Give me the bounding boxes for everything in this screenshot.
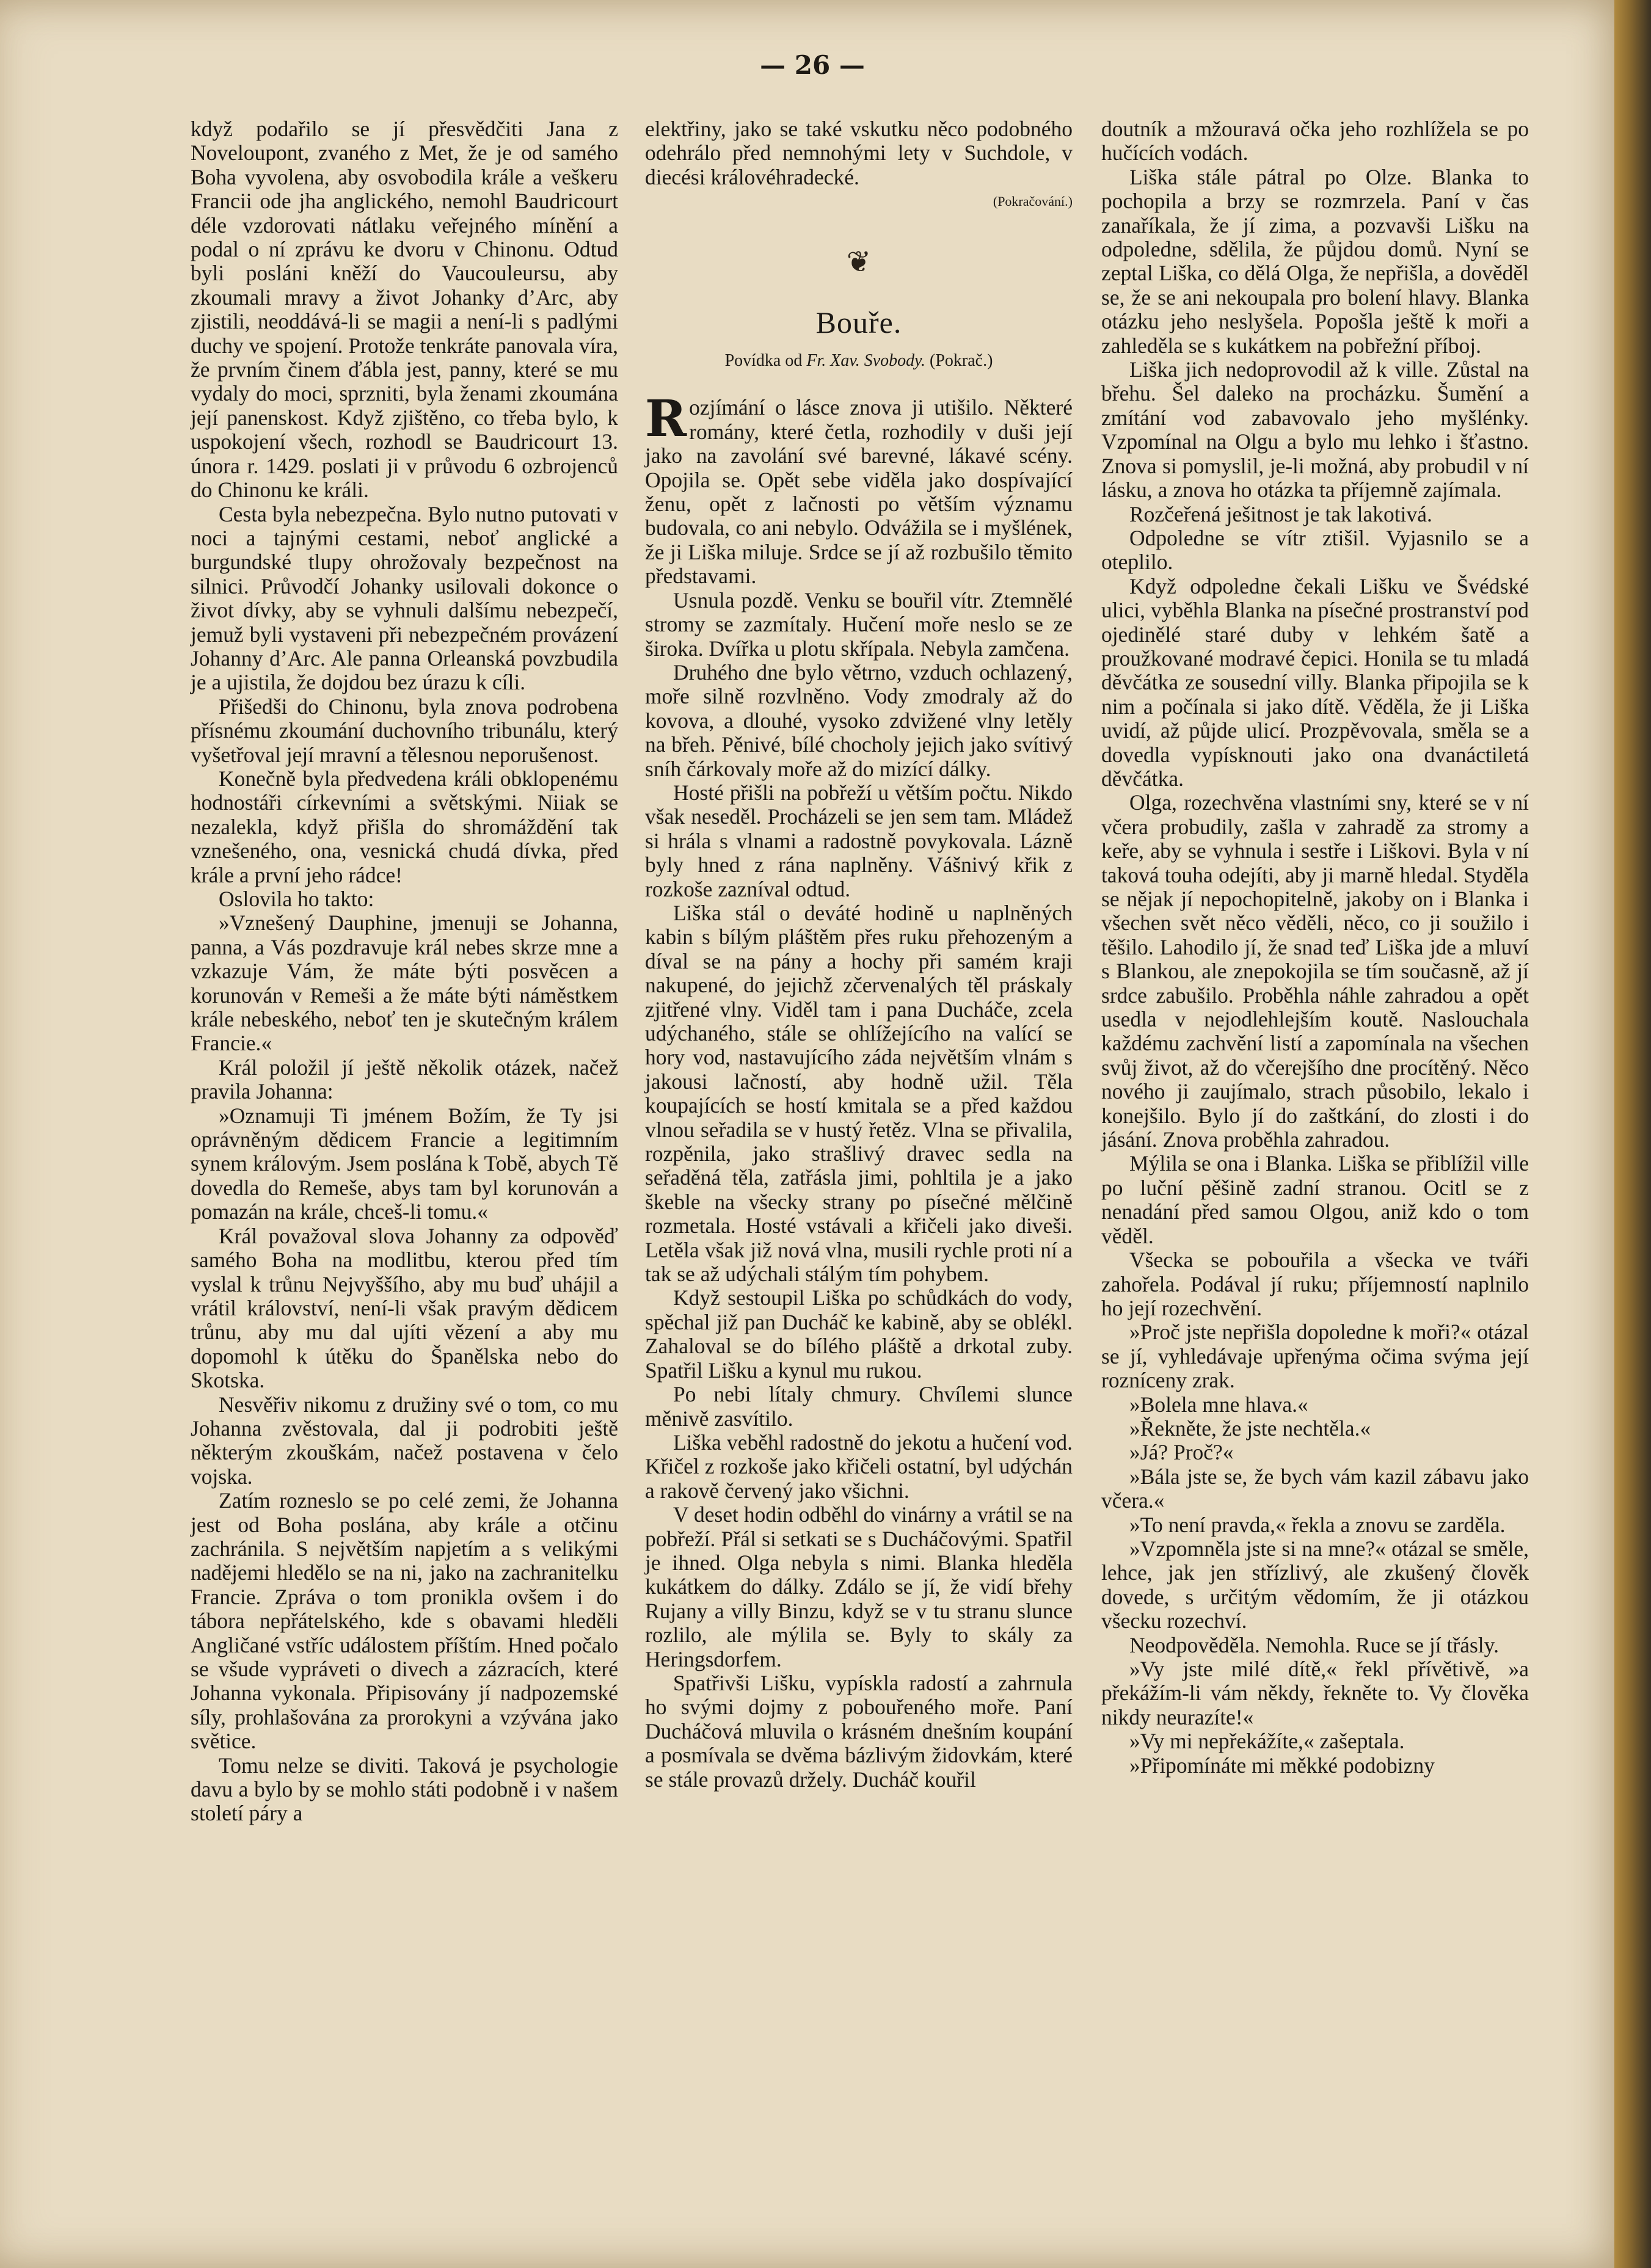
paragraph	[191, 503, 618, 695]
paragraph-text: »Vy jste milé dítě,« řekl přívětivě, »a překážím-li vám někdy, řekněte to. Vy člověka nikdy neurazíte!«	[1101, 1657, 1529, 1729]
paragraph-text: ozjímání o lásce znova ji utišilo. Některé romány, které četla, rozhodily v duši její jako na zavolání své barevné, lákavé scény. Opojila se. Opět sebe viděla jako dospívající ženu, opět z lačnosti po větším významu budovala, co ani nebylo. Odvážila se i myšlének, že ji Liška miluje. Srdce se jí až rozbušilo těmito představami.	[645, 395, 1073, 589]
paragraph-text: Když sestoupil Liška po schůdkách do vody, spěchal již pan Ducháč ke kabině, aby se oblékl. Zahaloval se do bílého pláště a drkotal zuby. Spatřil Lišku a kynul mu rukou.	[645, 1285, 1073, 1383]
paragraph	[1101, 1513, 1529, 1537]
paragraph	[1101, 791, 1529, 1152]
paragraph-text: Neodpověděla. Nemohla. Ruce se jí třásly.	[1129, 1632, 1499, 1657]
paragraph-text: Když odpoledne čekali Lišku ve Švédské ulici, vyběhla Blanka na písečné prostranství pod ojedinělé staré duby v lehkém šatě a proužkované modravé čepici. Honila se tu mladá děvčátka ze sousední villy. Blanka připojila se k nim a počínala si jako dítě. Věděla, že ji Liška uvidí, až půjde ulicí. Prozpěvovala, směla se a dovedla vypísknouti jako ona dvanáctiletá děvčátka.	[1101, 573, 1529, 791]
paragraph-text: »Vy mi nepřekážíte,« zašeptala.	[1129, 1729, 1405, 1754]
paragraph	[1101, 1441, 1529, 1464]
paragraph	[1101, 165, 1529, 358]
paragraph	[1101, 1465, 1529, 1513]
paragraph	[1101, 1248, 1529, 1320]
paragraph	[191, 695, 618, 767]
paragraph	[1101, 1657, 1529, 1729]
paragraph-text: »Vzpomněla jste si na mne?« otázal se směle, lehce, jak jen střízlivý, ale zkušený člověk dovede, s určitým vědomím, že ji otázkou všecku rozechví.	[1101, 1536, 1529, 1634]
paragraph	[191, 1489, 618, 1753]
story-byline	[645, 349, 1073, 373]
paragraph	[191, 1104, 618, 1224]
paragraph	[1101, 575, 1529, 791]
paragraph-text: V deset hodin odběhl do vinárny a vrátil se na pobřeží. Přál si setkati se s Ducháčovými. Spatřil je ihned. Olga nebyla s nimi. Blanka hleděla kukátkem do dálky. Zdálo se jí, že vidí břehy Rujany a villy Binzu, když se v tu stranu slunce rozlilo, ale mýlila se. Byly to skály za Heringsdorfem.	[645, 1502, 1073, 1671]
paragraph	[645, 1671, 1073, 1792]
paragraph-text: Mýlila se ona i Blanka. Liška se přiblížil ville po luční pěšině zadní stranou. Ocitl se z nenadání před samou Olgou, aniž kdo o tom věděl.	[1101, 1151, 1529, 1248]
paragraph	[645, 661, 1073, 781]
paragraph	[191, 911, 618, 1055]
column-1	[191, 117, 618, 1826]
byline-prefix: Povídka od	[724, 351, 803, 371]
paragraph	[1101, 1634, 1529, 1657]
paragraph	[191, 1754, 618, 1826]
paragraph-text: když podařilo se jí přesvědčiti Jana z Noveloupont, zvaného z Met, že je od samého Boha vyvolena, aby osvobodila krále a veškeru Francii ode jha anglického, nemohl Baudricourt déle vzdorovati nátlaku veřejného mínění a podal o ní zprávu ke dvoru v Chinonu. Odtud byli posláni kněží do Vaucouleursu, aby zkoumali mravy a život Johanky d’Arc, aby zjistili, neoddává-li se magii a není-li s padlými duchy ve spojení. Protože tenkráte panovala víra, že prvním činem ďábla jest, panny, které se mu vydaly do moci, sprzniti, byla ženami zkoumána její panenskost. Když zjištěno, co třeba bylo, k uspokojení všech, rozhodl se Baudricourt 13. února r. 1429. poslati ji v průvodu 6 ozbrojenců do Chinonu ke králi.	[191, 117, 618, 503]
paragraph-text: Rozčeřená ješitnost je tak lakotivá.	[1129, 501, 1432, 526]
byline-author: Fr. Xav. Svobody.	[806, 351, 926, 371]
paragraph	[1101, 526, 1529, 575]
paragraph	[645, 901, 1073, 1287]
drop-cap: R	[645, 390, 687, 449]
paragraph	[645, 1503, 1073, 1671]
paragraph-text: Tomu nelze se diviti. Taková je psychologie davu a bylo by se mohlo státi podobně i v našem století páry a	[191, 1753, 618, 1826]
paragraph-text: »Oznamuji Ti jménem Božím, že Ty jsi oprávněným dědicem Francie a legitimním synem královým. Jsem poslána k Tobě, abych Tě dovedla do Remeše, abys tam byl korunován a pomazán na krále, chceš-li tomu.«	[191, 1103, 618, 1224]
paragraph-text: Druhého dne bylo větrno, vzduch ochlazený, moře silně rozvlněno. Vody zmodraly až do kovova, a dlouhé, vysoko zdvižené vlny letěly na břeh. Pěnivé, bílé chocholy jejich jako svítivý sníh čárkovaly moře až do mizící dálky.	[645, 660, 1073, 781]
paragraph	[1101, 1320, 1529, 1392]
paragraph	[645, 589, 1073, 661]
paragraph-text: Cesta byla nebezpečna. Bylo nutno putovati v noci a tajnými cestami, neboť anglické a burgundské tlupy ohrožovaly bezpečnost na silnici. Průvodčí Johanky usilovali dokonce o život dívky, aby se vyhnuli dalšímu nebezpečí, jemuž byli vystaveni při nebezpečném provázení Johanny d’Arc. Ale panna Orleanská povzbudila je a ujistila, že dojdou bez úrazu k cíli.	[191, 501, 618, 695]
paragraph-text: Olga, rozechvěna vlastními sny, které se v ní včera probudily, zašla v zahradě za stromy a keře, aby se vyhnula i sestře i Liškovi. Byla v ní taková touha odejíti, aby ji marně hledal. Styděla se nějak jí nepochopitelně, jakoby on i Blanka i všechen svět něco věděli, něco, co ji soužilo i těšilo. Lahodilo jí, že snad teď Liška jde a mluví s Blankou, ale znepokojila se tím současně, až jí srdce zabušilo. Proběhla náhle zahradou a opět usedla v nejodlehlejším koutě. Naslouchala každému zachvění listí a zapomínala na všechen svůj život, až do včerejšího dne procítěný. Něco nového ji zaujímalo, strach působilo, lekalo i konejšilo. Bylo jí do zaštkání, do zlosti i do jásání. Znova proběhla zahradou.	[1101, 790, 1529, 1152]
paragraph	[1101, 1393, 1529, 1417]
paragraph-text: Usnula pozdě. Venku se bouřil vítr. Ztemnělé stromy se zazmítaly. Hučení moře neslo se ze široka. Dvířka u plotu skřípala. Nebyla zamčena.	[645, 587, 1073, 661]
paragraph	[191, 887, 618, 911]
paragraph	[645, 1431, 1073, 1503]
paragraph	[191, 767, 618, 887]
paragraph-text: Všecka se pobouřila a všecka ve tváři zahořela. Podával jí ruku; příjemností naplnilo ho její rozechvění.	[1101, 1248, 1529, 1320]
paragraph-text: Zatím rozneslo se po celé zemi, že Johanna jest od Boha poslána, aby krále a otčinu zachránila. S největším napjetím a s velikými nadějemi hledělo se na ni, jako na zachranitelku Francie. Zpráva o tom pronikla ovšem i do tábora nepřátelského, kde s obavami hleděli Angličané vstříc událostem příštím. Hned počalo se všude vypráveti o divech a zázracích, které Johanna vykonala. Připisovány jí nadpozemské síly, prohlašována za prorokyni a vzývána jako světice.	[191, 1488, 618, 1754]
paragraph	[645, 781, 1073, 901]
paragraph-text: Konečně byla předvedena králi obklopenému hodnostáři církevními a světskými. Niiak se nezalekla, když přišla do shromáždění tak vznešeného, ona, vesnická chudá dívka, před krále a první jeho rádce!	[191, 766, 618, 887]
paragraph	[645, 390, 1073, 589]
paragraph	[645, 1286, 1073, 1383]
page-number: — 26 —	[760, 50, 865, 80]
paragraph-text: Král položil jí ještě několik otázek, načež pravila Johanna:	[191, 1055, 618, 1104]
paragraph	[191, 1224, 618, 1393]
paragraph	[1101, 1729, 1529, 1753]
column-3	[1101, 117, 1529, 1778]
paragraph-text: Král považoval slova Johanny za odpověď samého Boha na modlitbu, kterou před tím vyslal k trůnu Nejvyššího, aby mu buď uhájil a vrátil království, není-li však pravým dědicem trůnu, aby mu dal ujíti vězení a aby mu dopomohl k útěku do Španělska nebo do Skotska.	[191, 1223, 618, 1393]
paragraph-text: Liška stál o deváté hodině u naplněných kabin s bílým pláštěm přes ruku přehozeným a díval se na pány a hochy při samém kraji nakupené, do jejichž zčervenalých těl práskaly zjitřené vlny. Viděl tam i pana Ducháče, zcela udýchaného, stále se ohlížejícího na valící se hory vod, nastavujícího záda největším vlnám s jakousi lačností, aby hodně užil. Těla koupajících se hostí kmitala se a před každou vlnou seřadila se v hustý řetěz. Vlna se přivalila, rozpěnila, jako strašlivý dravec sedla na seřaděná těla, zatřásla jimi, pohltila je a jako škeble na všecky strany po písečné mělčině rozmetala. Hosté vstávali a křičeli jako diveši. Letěla však již nová vlna, musili rychle proti ní a tak se až udýchali stálým tím pohybem.	[645, 900, 1073, 1287]
paragraph	[1101, 1537, 1529, 1634]
paragraph	[1101, 1417, 1529, 1441]
paragraph-text: Oslovila ho takto:	[219, 887, 374, 911]
paragraph-text: Liška veběhl radostně do jekotu a hučení vod. Křičel z rozkoše jako křičeli ostatní, byl udýchán a rakově červený jako všichni.	[645, 1430, 1073, 1503]
paragraph-text: Liška stále pátral po Olze. Blanka to pochopila a brzy se rozmrzela. Paní v čas zanaříkala, že jí zima, a pozvavši Lišku na odpoledne, sdělila, že půjdou domů. Nyní se zeptal Liška, co dělá Olga, že nepřišla, a dověděl se, že se ani nekoupala pro bolení hlavy. Blanka otázku jeho neslyšela. Popošla ještě k moři a zahleděla se s kukátkem na pobřežní příboj.	[1101, 164, 1529, 358]
paragraph-text: »Řekněte, že jste nechtěla.«	[1129, 1416, 1371, 1441]
paragraph-text: »Vznešený Dauphine, jmenuji se Johanna, panna, a Vás pozdravuje král nebes skrze mne a vzkazuje Vám, že máte býti posvěcen a korunován v Remeši a že máte býti náměstkem krále nebeského, neboť ten je skutečným králem Francie.«	[191, 910, 618, 1056]
paragraph-text: Spatřivši Lišku, vypískla radostí a zahrnula ho svými dojmy z pobouřeného moře. Paní Ducháčová mluvila o krásném dnešním koupání a posmívala se dvěma bázlivým židovkám, které se stále provazů držely. Ducháč kouřil	[645, 1670, 1073, 1792]
paragraph	[191, 117, 618, 503]
paragraph	[645, 1383, 1073, 1431]
paragraph-text: Hosté přišli na pobřeží u větším počtu. Nikdo však neseděl. Procházeli se jen sem tam. Mládež si hrála s vlnami a radostně povykovala. Lázně byly hned z rána naplněny. Vášnivý křik z rozkoše zazníval odtud.	[645, 780, 1073, 901]
paragraph	[1101, 1754, 1529, 1778]
paragraph-text: Odpoledne se vítr ztišil. Vyjasnilo se a oteplilo.	[1101, 525, 1529, 575]
paragraph	[1101, 1152, 1529, 1248]
continued-note: (Pokračování.)	[993, 194, 1073, 209]
column-2	[645, 117, 1073, 1792]
paragraph-text: »Já? Proč?«	[1129, 1440, 1234, 1465]
story-column-2	[645, 390, 1073, 1792]
paragraph	[191, 1056, 618, 1104]
story-title: Bouře.	[815, 305, 902, 340]
binding-edge	[1614, 0, 1651, 2268]
byline-suffix: (Pokrač.)	[930, 351, 993, 371]
paragraph-text: Po nebi lítaly chmury. Chvílemi slunce měnivě zasvítilo.	[645, 1382, 1073, 1431]
paragraph-text: »Bála jste se, že bych vám kazil zábavu jako včera.«	[1101, 1464, 1529, 1513]
paragraph	[1101, 503, 1529, 526]
paragraph	[191, 1393, 618, 1489]
paragraph-text: »Připomínáte mi měkké podobizny	[1129, 1753, 1435, 1778]
paragraph-text: »To není pravda,« řekla a znovu se zarděla.	[1129, 1512, 1506, 1537]
paragraph	[1101, 117, 1529, 165]
ornament-icon: ❦	[846, 245, 872, 278]
paragraph	[1101, 358, 1529, 502]
paragraph-text: »Bolela mne hlava.«	[1129, 1392, 1308, 1417]
paragraph-text: »Proč jste nepřišla dopoledne k moři?« otázal se jí, vyhledávaje upřenýma očima svýma její rozníceny zrak.	[1101, 1320, 1529, 1393]
paragraph-text: Přišedši do Chinonu, byla znova podrobena přísnému zkoumání duchovního tribunálu, který vyšetřoval její mravní a tělesnou neporušenost.	[191, 694, 618, 767]
paragraph-text: doutník a mžouravá očka jeho rozhlížela se po hučících vodách.	[1101, 117, 1529, 165]
paragraph-text: Nesvěřiv nikomu z družiny své o tom, co mu Johanna zvěstovala, dal ji podrobiti ještě některým zkouškám, načež postavena v čelo vojska.	[191, 1392, 618, 1489]
paragraph-text: Liška jich nedoprovodil až k ville. Zůstal na břehu. Šel daleko na procházku. Šumění a zmítání vod zabavovalo jeho myšlénky. Vzpomínal na Olgu a bylo mu lehko i šťastno. Znova si pomyslil, je-li možná, aby probudil v ní lásku, a znova ho otázka ta příjemně zajímala.	[1101, 357, 1529, 503]
column-2-intro: elektřiny, jako se také vskutku něco podobného odehrálo před nemnohými lety v Suchdole, v diecési královéhradecké.	[645, 117, 1073, 189]
